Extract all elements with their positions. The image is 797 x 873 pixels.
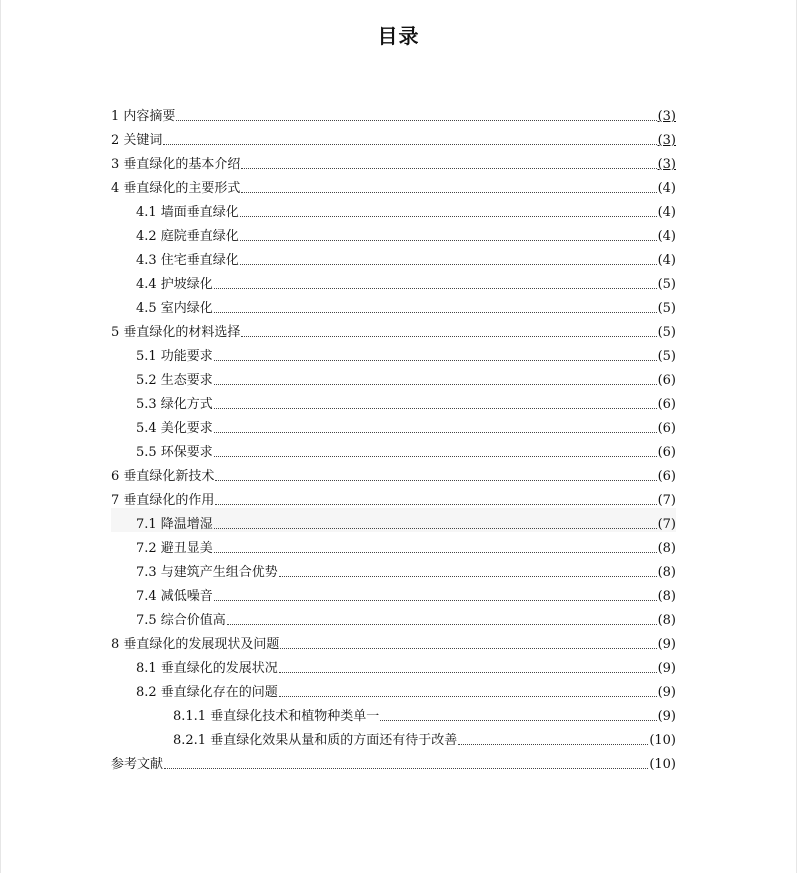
toc-page-number: (3): [657, 133, 676, 148]
toc-page-number: (8): [657, 613, 676, 628]
leader-dots: [240, 215, 657, 217]
toc-page-number: (4): [657, 253, 676, 268]
toc-page-number: (10): [649, 733, 676, 748]
toc-entry-label: 2 关键词: [111, 133, 163, 148]
toc-entry[interactable]: [111, 700, 676, 724]
toc-entry-label: 3 垂直绿化的基本介绍: [111, 157, 241, 172]
toc-entry-label: 7.5 综合价值高: [136, 613, 226, 628]
toc-entry-label: 8 垂直绿化的发展现状及问题: [111, 637, 280, 652]
toc-entry-label: 7 垂直绿化的作用: [111, 493, 215, 508]
toc-entry[interactable]: [111, 148, 676, 172]
leader-dots: [214, 311, 657, 313]
leader-dots: [214, 551, 657, 553]
toc-entry[interactable]: [111, 628, 676, 652]
toc-page-number: (5): [657, 301, 676, 316]
page-title: 目录: [377, 24, 420, 48]
toc-page-number: (5): [657, 349, 676, 364]
toc-entry-label: 4 垂直绿化的主要形式: [111, 181, 241, 196]
toc-entry[interactable]: [111, 580, 676, 604]
toc-entry-label: 5.3 绿化方式: [136, 397, 213, 412]
leader-dots: [214, 599, 657, 601]
toc-entry-label: 8.2.1 垂直绿化效果从量和质的方面还有待于改善: [173, 733, 458, 748]
toc-entry[interactable]: [111, 364, 676, 388]
toc-entry[interactable]: [111, 676, 676, 700]
toc-entry-label: 1 内容摘要: [111, 109, 176, 124]
leader-dots: [214, 359, 657, 361]
toc-entry[interactable]: [111, 292, 676, 316]
toc-entry-label: 5 垂直绿化的材料选择: [111, 325, 241, 340]
toc-entry[interactable]: [111, 172, 676, 196]
toc-page-number: (10): [649, 757, 676, 772]
leader-dots: [215, 503, 656, 505]
leader-dots: [227, 623, 657, 625]
toc-entry-label: 4.3 住宅垂直绿化: [136, 253, 239, 268]
toc-page-number: (7): [657, 517, 676, 532]
leader-dots: [280, 647, 656, 649]
toc-page-number: (6): [657, 469, 676, 484]
toc-entry[interactable]: [111, 460, 676, 484]
toc-entry[interactable]: [111, 412, 676, 436]
toc-page-number: (4): [657, 181, 676, 196]
leader-dots: [164, 767, 648, 769]
toc-entry[interactable]: [111, 652, 676, 676]
toc-entry-label: 5.1 功能要求: [136, 349, 213, 364]
toc-entry[interactable]: [111, 724, 676, 748]
toc-page-number: (9): [657, 661, 676, 676]
toc-entry[interactable]: [111, 604, 676, 628]
toc-entry-label: 5.2 生态要求: [136, 373, 213, 388]
toc-entry[interactable]: [111, 748, 676, 772]
toc-entry[interactable]: [111, 316, 676, 340]
leader-dots: [176, 119, 656, 121]
toc-entry[interactable]: [111, 124, 676, 148]
toc-entry-label: 7.1 降温增湿: [136, 517, 213, 532]
leader-dots: [214, 383, 657, 385]
toc-page-number: (8): [657, 589, 676, 604]
toc-entry-label: 7.2 避丑显美: [136, 541, 213, 556]
toc-page-number: (9): [657, 685, 676, 700]
leader-dots: [240, 263, 657, 265]
toc-page-number: (6): [657, 421, 676, 436]
toc-page-number: (9): [657, 637, 676, 652]
toc-entry[interactable]: [111, 436, 676, 460]
leader-dots: [163, 143, 656, 145]
toc-page-number: (7): [657, 493, 676, 508]
toc-page-number: (4): [657, 229, 676, 244]
toc-page-number: (4): [657, 205, 676, 220]
toc-entry[interactable]: [111, 100, 676, 124]
toc-entry[interactable]: [111, 196, 676, 220]
leader-dots: [241, 167, 656, 169]
leader-dots: [240, 239, 657, 241]
toc-page-number: (8): [657, 565, 676, 580]
toc-entry-label: 8.1.1 垂直绿化技术和植物种类单一: [173, 709, 380, 724]
toc-page-number: (3): [657, 157, 676, 172]
leader-dots: [279, 695, 657, 697]
table-of-contents: [111, 100, 676, 772]
leader-dots: [214, 431, 657, 433]
toc-entry-label: 5.5 环保要求: [136, 445, 213, 460]
toc-entry-label: 7.3 与建筑产生组合优势: [136, 565, 278, 580]
toc-page-number: (9): [657, 709, 676, 724]
toc-entry[interactable]: [111, 556, 676, 580]
leader-dots: [279, 671, 657, 673]
leader-dots: [214, 527, 657, 529]
toc-entry[interactable]: [111, 268, 676, 292]
leader-dots: [214, 455, 657, 457]
toc-page-number: (6): [657, 397, 676, 412]
leader-dots: [241, 335, 656, 337]
toc-page-number: (8): [657, 541, 676, 556]
toc-entry-label: 5.4 美化要求: [136, 421, 213, 436]
toc-entry-label: 参考文献: [111, 757, 164, 772]
leader-dots: [214, 407, 657, 409]
toc-entry[interactable]: [111, 220, 676, 244]
toc-entry-label: 7.4 减低噪音: [136, 589, 213, 604]
leader-dots: [241, 191, 656, 193]
leader-dots: [215, 479, 656, 481]
toc-entry[interactable]: [111, 244, 676, 268]
toc-entry[interactable]: [111, 388, 676, 412]
toc-entry-label: 8.2 垂直绿化存在的问题: [136, 685, 278, 700]
toc-entry-label: 4.1 墙面垂直绿化: [136, 205, 239, 220]
toc-page-number: (3): [657, 109, 676, 124]
leader-dots: [214, 287, 657, 289]
toc-entry-label: 8.1 垂直绿化的发展状况: [136, 661, 278, 676]
leader-dots: [458, 743, 648, 745]
toc-entry[interactable]: [111, 532, 676, 556]
toc-page-number: (6): [657, 373, 676, 388]
toc-entry-label: 4.5 室内绿化: [136, 301, 213, 316]
toc-entry-label: 6 垂直绿化新技术: [111, 469, 215, 484]
toc-entry[interactable]: [111, 508, 676, 532]
leader-dots: [380, 719, 656, 721]
toc-page-number: (6): [657, 445, 676, 460]
toc-page-number: (5): [657, 277, 676, 292]
toc-entry[interactable]: [111, 340, 676, 364]
toc-page-number: (5): [657, 325, 676, 340]
toc-entry[interactable]: [111, 484, 676, 508]
toc-entry-label: 4.4 护坡绿化: [136, 277, 213, 292]
toc-entry-label: 4.2 庭院垂直绿化: [136, 229, 239, 244]
leader-dots: [279, 575, 657, 577]
